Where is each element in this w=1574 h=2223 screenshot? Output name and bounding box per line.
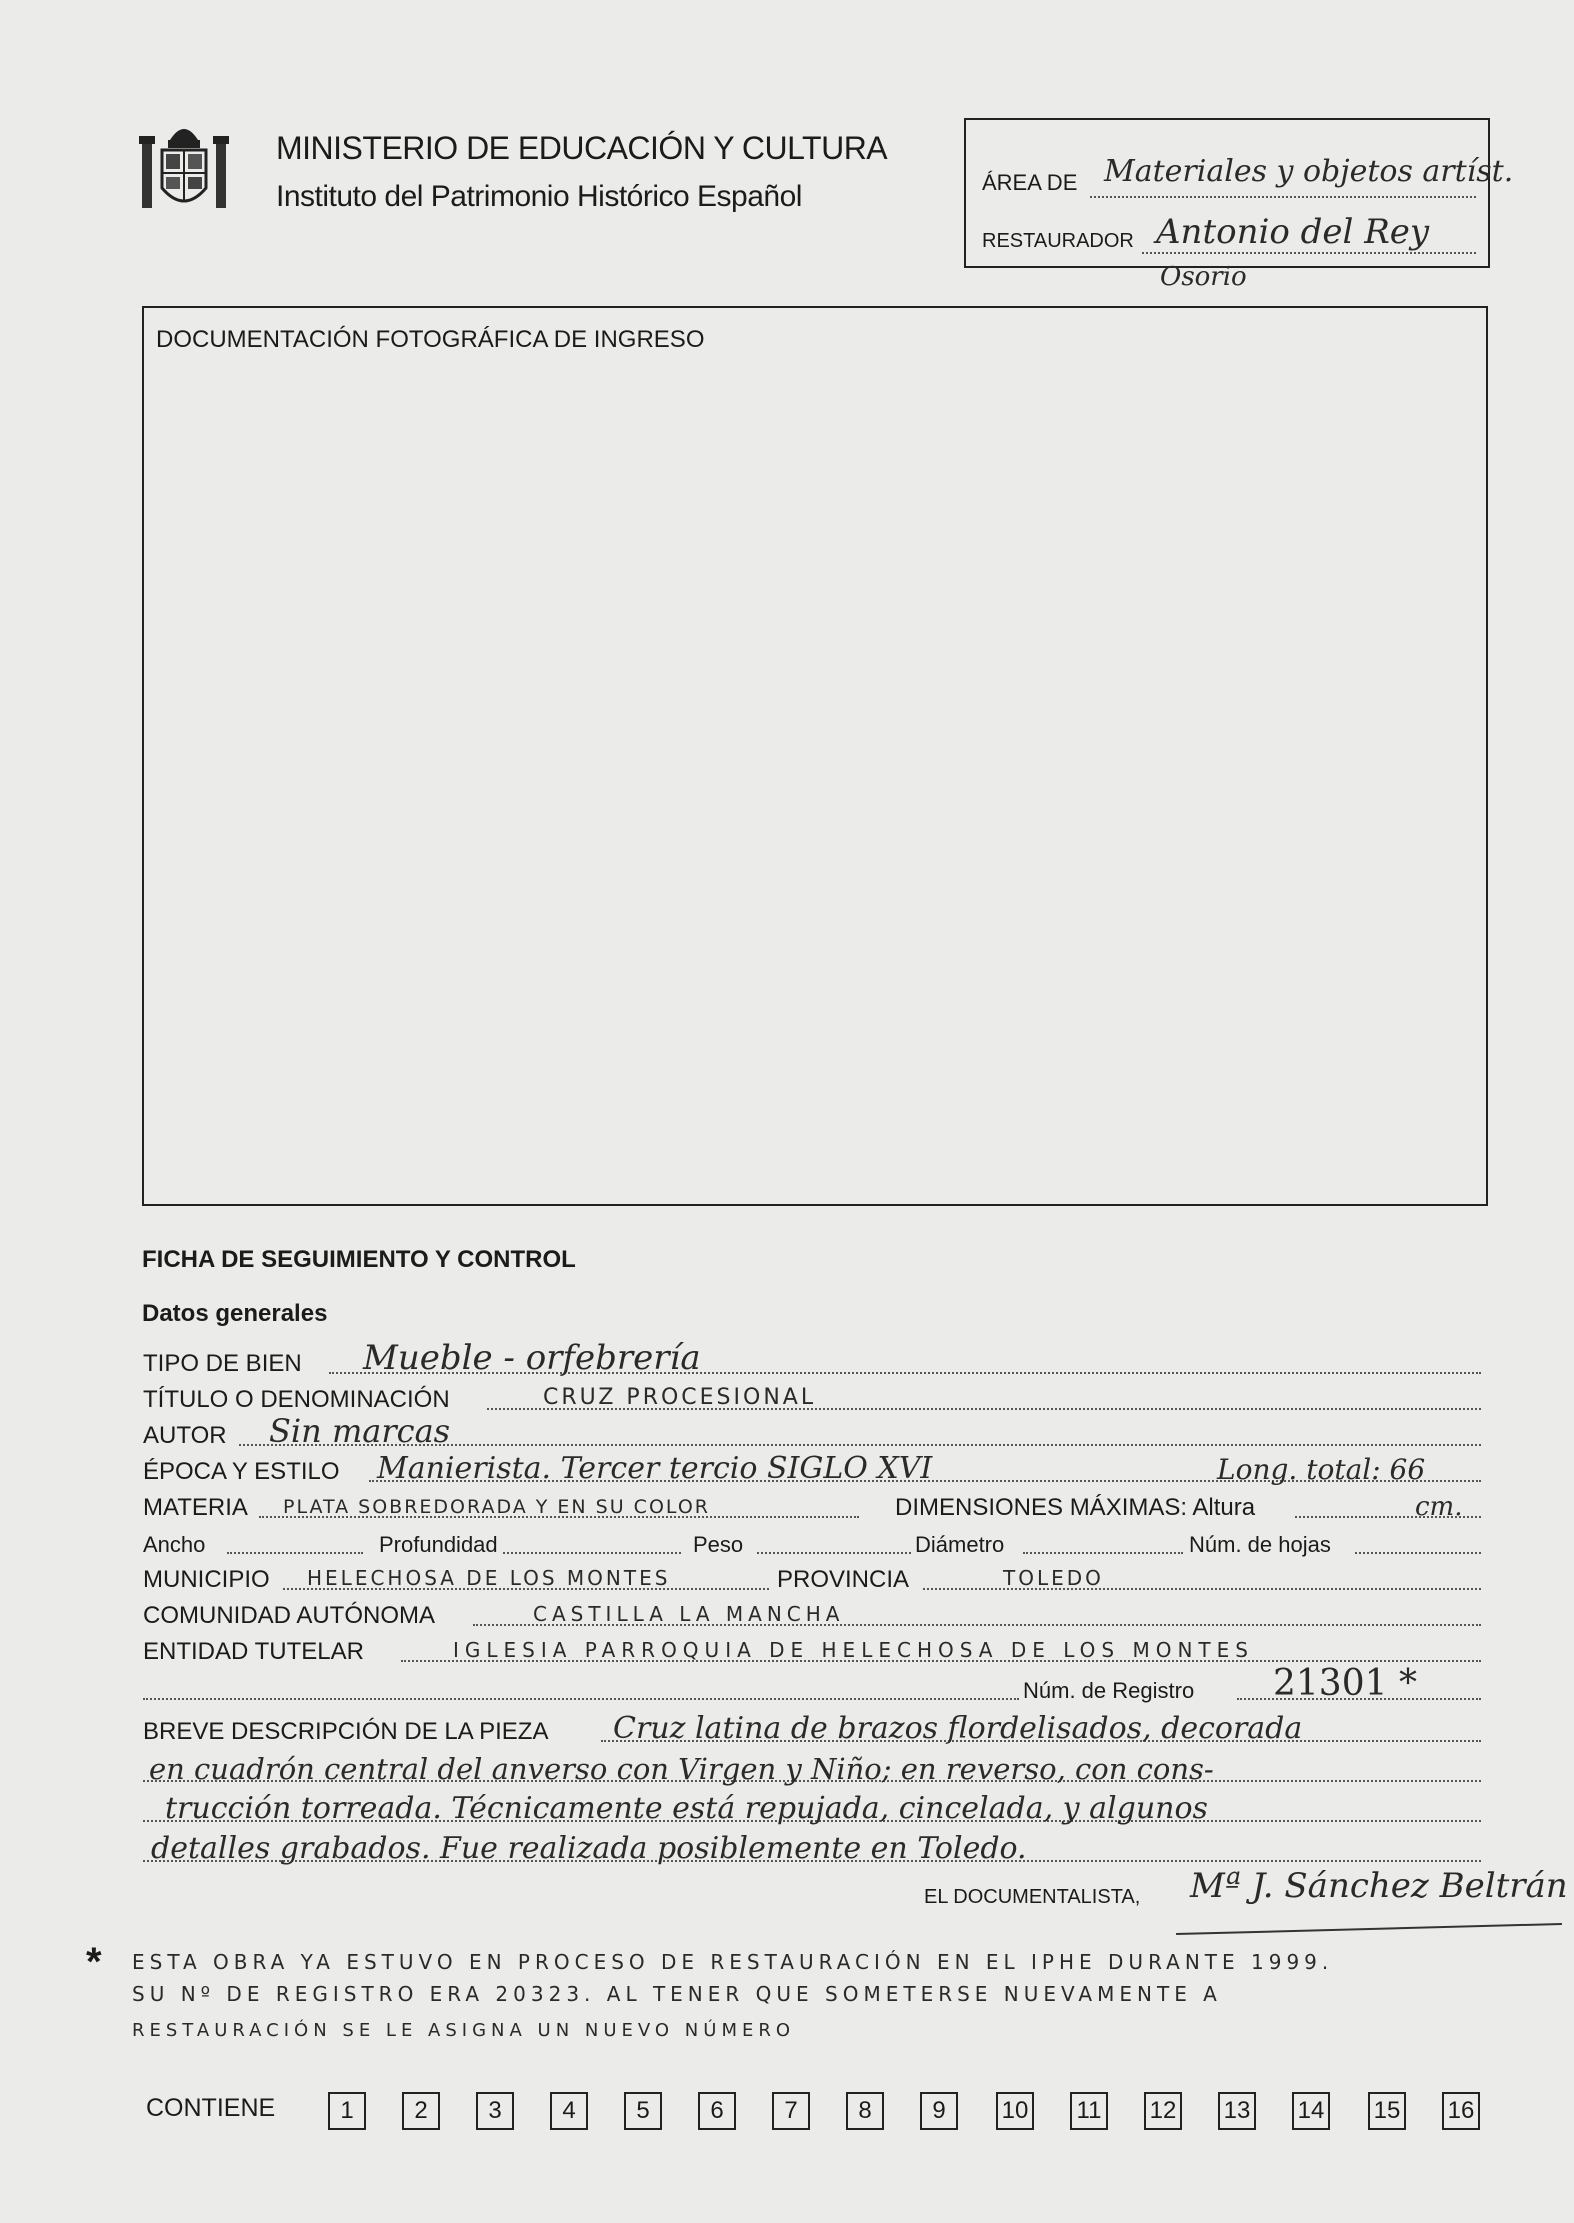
contiene-box-5: 5 <box>624 2092 662 2130</box>
ficha-title: FICHA DE SEGUIMIENTO Y CONTROL <box>142 1246 576 1273</box>
autor-row <box>143 1412 1481 1450</box>
descripcion-row-1 <box>143 1752 1481 1786</box>
ancho-dots <box>227 1552 363 1554</box>
restaurador-value-2: Osorio <box>1160 262 1247 292</box>
registro-lead-dots <box>143 1698 1019 1700</box>
registro-value: 21301 * <box>1273 1663 1417 1704</box>
peso-dots <box>757 1552 911 1554</box>
area-dots <box>1090 196 1476 198</box>
contiene-box-1: 1 <box>328 2092 366 2130</box>
titulo-row <box>143 1380 1481 1414</box>
titulo-label: TÍTULO O DENOMINACIÓN <box>143 1386 450 1413</box>
hojas-label: Núm. de hojas <box>1189 1532 1331 1557</box>
epoca-value: Manierista. Tercer tercio SIGLO XVI <box>377 1451 933 1486</box>
photo-documentation-box <box>142 306 1488 1206</box>
provincia-label: PROVINCIA <box>777 1566 910 1593</box>
epoca-row <box>143 1452 1481 1486</box>
descripcion-line-1: en cuadrón central del anverso con Virgen y Niño; en reverso, con cons- <box>149 1752 1214 1786</box>
descripcion-label: BREVE DESCRIPCIÓN DE LA PIEZA <box>143 1718 549 1745</box>
contiene-box-6: 6 <box>698 2092 736 2130</box>
measures-row <box>143 1524 1481 1558</box>
documentalista-signature: Mª J. Sánchez Beltrán <box>1190 1866 1568 1906</box>
hojas-dots <box>1355 1552 1481 1554</box>
descripcion-line-0: Cruz latina de brazos flordelisados, decorada <box>613 1711 1303 1746</box>
entidad-label: ENTIDAD TUTELAR <box>143 1638 364 1665</box>
note-line-1: SU Nº DE REGISTRO ERA 20323. AL TENER QUE SOMETERSE NUEVAMENTE A <box>132 1982 1222 2006</box>
tipo-value: Mueble - orfebrería <box>363 1338 701 1378</box>
documentalista-label: EL DOCUMENTALISTA, <box>924 1886 1141 1908</box>
entidad-row <box>143 1632 1481 1666</box>
autor-value: Sin marcas <box>269 1412 451 1450</box>
ancho-label: Ancho <box>143 1532 206 1557</box>
municipio-label: MUNICIPIO <box>143 1566 270 1593</box>
note-asterisk: * <box>86 1940 102 1984</box>
materia-label: MATERIA <box>143 1494 248 1521</box>
signature-underline <box>1176 1923 1562 1935</box>
autor-label: AUTOR <box>143 1422 227 1449</box>
contiene-box-13: 13 <box>1218 2092 1256 2130</box>
registro-row <box>143 1663 1481 1704</box>
descripcion-line-2: trucción torreada. Técnicamente está repujada, cincelada, y algunos <box>165 1791 1208 1826</box>
contiene-label: CONTIENE <box>146 2094 276 2122</box>
descripcion-line-3: detalles grabados. Fue realizada posiblemente en Toledo. <box>151 1831 1027 1866</box>
materia-value: PLATA SOBREDORADA Y EN SU COLOR <box>283 1496 710 1518</box>
tipo-row <box>143 1338 1481 1378</box>
photo-box-title: DOCUMENTACIÓN FOTOGRÁFICA DE INGRESO <box>156 326 705 353</box>
municipio-row <box>143 1560 1481 1594</box>
note-line-2: RESTAURACIÓN SE LE ASIGNA UN NUEVO NÚMERO <box>132 2020 796 2041</box>
titulo-value: CRUZ PROCESIONAL <box>543 1385 817 1410</box>
diametro-dots <box>1023 1552 1183 1554</box>
municipio-value: HELECHOSA DE LOS MONTES <box>307 1566 671 1590</box>
contiene-box-4: 4 <box>550 2092 588 2130</box>
contiene-box-14: 14 <box>1292 2092 1330 2130</box>
dim-unit: cm. <box>1415 1492 1463 1522</box>
long-total: Long. total: 66 <box>1217 1453 1426 1486</box>
peso-label: Peso <box>693 1532 744 1557</box>
restaurador-dots <box>1142 252 1476 254</box>
contiene-box-15: 15 <box>1368 2092 1406 2130</box>
contiene-box-10: 10 <box>996 2092 1034 2130</box>
entidad-value: IGLESIA PARROQUIA DE HELECHOSA DE LOS MONTES <box>453 1638 1254 1662</box>
contiene-box-3: 3 <box>476 2092 514 2130</box>
ministry-name: MINISTERIO DE EDUCACIÓN Y CULTURA <box>276 130 888 166</box>
comunidad-row <box>143 1596 1481 1630</box>
restaurador-value: Antonio del Rey <box>1156 212 1430 252</box>
contiene-box-9: 9 <box>920 2092 958 2130</box>
descripcion-row <box>143 1712 1481 1746</box>
comunidad-label: COMUNIDAD AUTÓNOMA <box>143 1602 436 1629</box>
institute-name: Instituto del Patrimonio Histórico Español <box>276 180 802 213</box>
contiene-box-2: 2 <box>402 2092 440 2130</box>
coat-of-arms-icon <box>138 118 230 218</box>
descripcion-row-3 <box>143 1832 1481 1866</box>
epoca-label: ÉPOCA Y ESTILO <box>143 1458 340 1485</box>
area-label: ÁREA DE <box>982 170 1078 195</box>
contiene-box-8: 8 <box>846 2092 884 2130</box>
contiene-box-11: 11 <box>1070 2092 1108 2130</box>
contiene-box-12: 12 <box>1144 2092 1182 2130</box>
tipo-label: TIPO DE BIEN <box>143 1350 302 1377</box>
comunidad-value: CASTILLA LA MANCHA <box>533 1602 845 1626</box>
area-value: Materiales y objetos artíst. <box>1104 154 1514 189</box>
provincia-value: TOLEDO <box>1003 1566 1104 1590</box>
contiene-box-16: 16 <box>1442 2092 1480 2130</box>
dimensiones-label: DIMENSIONES MÁXIMAS: Altura <box>895 1494 1256 1521</box>
descripcion-row-2 <box>143 1792 1481 1826</box>
contiene-box-7: 7 <box>772 2092 810 2130</box>
profundidad-dots <box>503 1552 681 1554</box>
restaurador-label: RESTAURADOR <box>982 230 1134 252</box>
diametro-label: Diámetro <box>915 1532 1005 1557</box>
note-line-0: ESTA OBRA YA ESTUVO EN PROCESO DE RESTAURACIÓN EN EL IPHE DURANTE 1999. <box>132 1950 1334 1974</box>
registro-label: Núm. de Registro <box>1023 1678 1195 1703</box>
materia-row <box>143 1488 1481 1522</box>
ficha-subtitle: Datos generales <box>142 1300 328 1327</box>
profundidad-label: Profundidad <box>379 1532 498 1557</box>
area-box <box>964 118 1514 268</box>
